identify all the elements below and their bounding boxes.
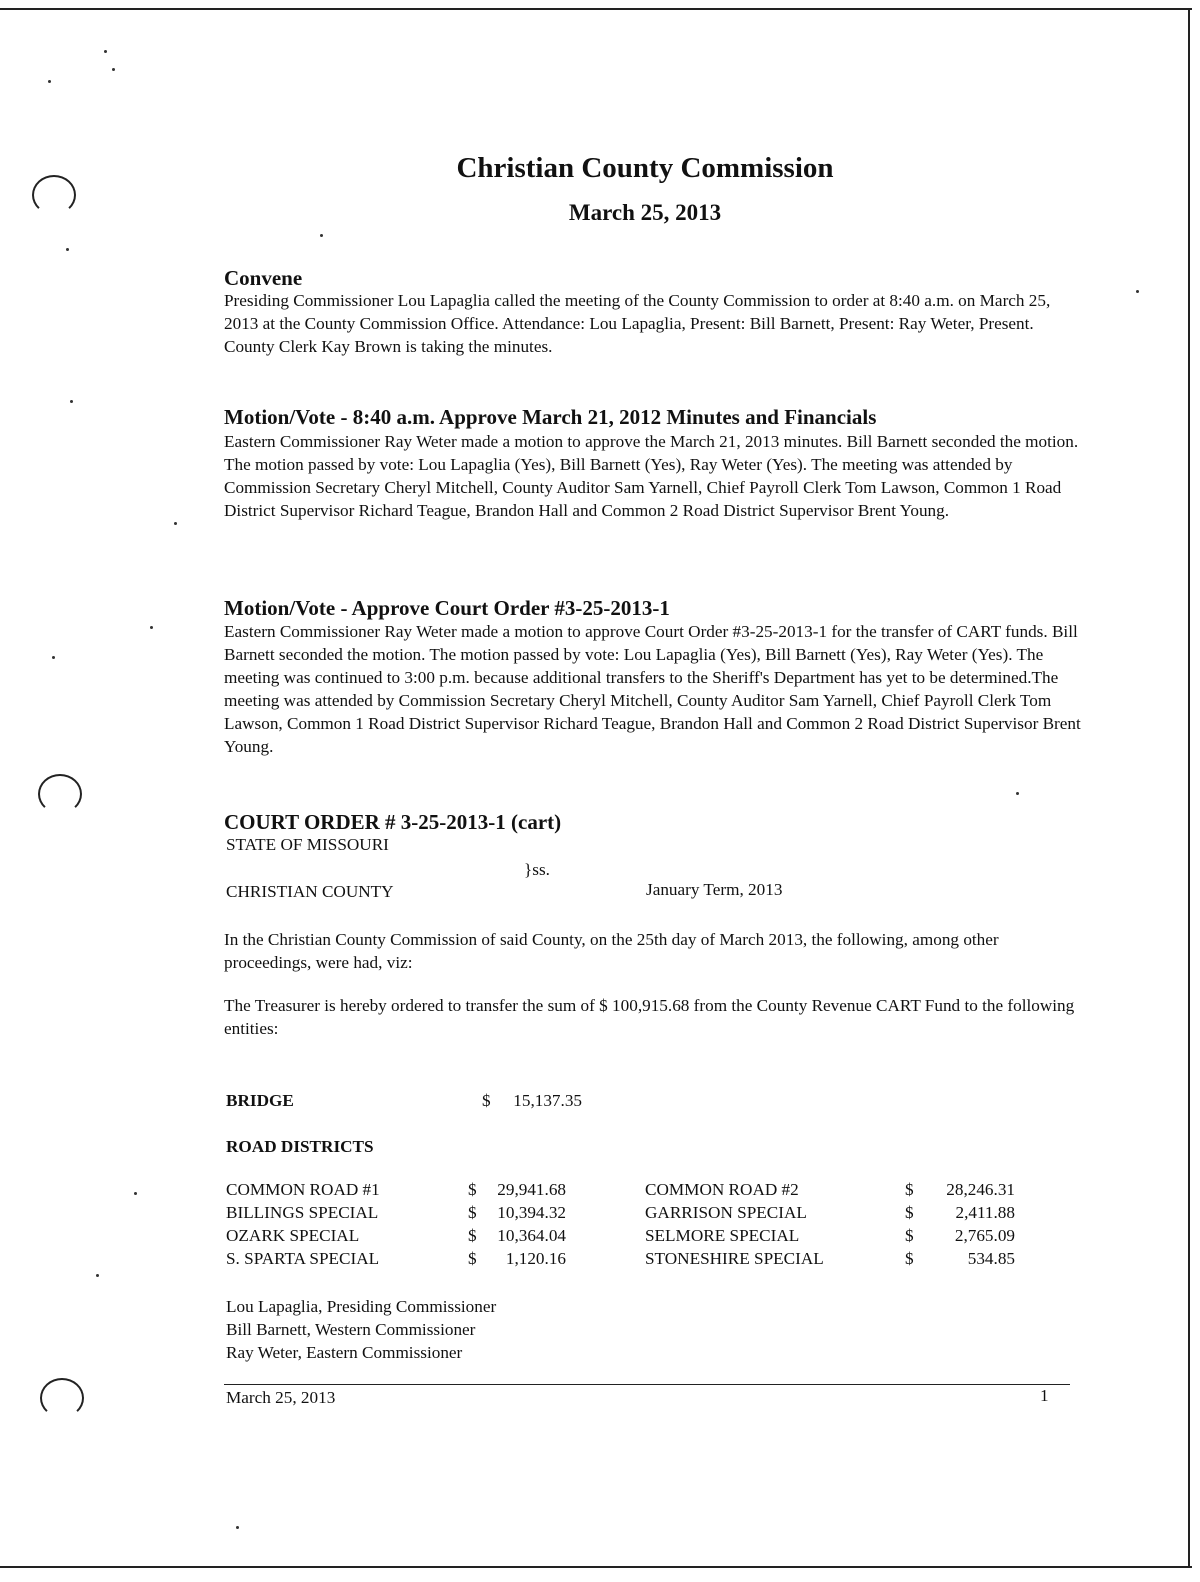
dollar-sign: $: [905, 1203, 914, 1222]
road-district-name: S. SPARTA SPECIAL: [226, 1249, 380, 1268]
fund-amount: 15,137.35: [513, 1091, 582, 1110]
court-order-preamble: In the Christian County Commission of said County, on the 25th day of March 2013, the following, among other proceedings, were had, viz:: [224, 930, 999, 972]
signature-western: Bill Barnett, Western Commissioner: [226, 1320, 476, 1339]
scan-speck: [104, 50, 107, 53]
road-district-name: COMMON ROAD #2: [645, 1180, 799, 1199]
road-district-row: [645, 1226, 1065, 1249]
dollar-sign: $: [905, 1249, 914, 1268]
court-order-heading: COURT ORDER # 3-25-2013-1 (cart): [224, 810, 562, 834]
page-border-right: [1188, 8, 1190, 1568]
road-district-name: BILLINGS SPECIAL: [226, 1203, 379, 1222]
section-body-motion-court-order: Eastern Commissioner Ray Weter made a motion to approve Court Order #3-25-2013-1 for the transfer of CART funds. Bill Barnett seconded the motion. The motion passed by vote: Lou Lapaglia (Yes), Bill Barnett (Yes), Ray Weter (Yes). The meeting was continued to 3:00 p.m. because additional transfers to the Sheriff's Department has yet to be determined.The meeting was attended by Commission Secretary Cheryl Mitchell, County Auditor Sam Yarnell, Chief Payroll Clerk Tom Lawson, Common 1 Road District Supervisor Richard Teague, Brandon Hall and Common 2 Road District Supervisor Brent Young.: [224, 622, 1081, 756]
road-district-amount: 29,941.68: [497, 1180, 566, 1199]
scan-speck: [96, 1274, 99, 1277]
road-district-name: OZARK SPECIAL: [226, 1226, 360, 1245]
road-district-amount: 1,120.16: [505, 1249, 566, 1268]
road-district-row: [226, 1226, 646, 1249]
term-label: January Term, 2013: [646, 880, 783, 899]
signature-eastern: Ray Weter, Eastern Commissioner: [226, 1343, 463, 1362]
scan-speck: [174, 522, 177, 525]
scan-speck: [66, 248, 69, 251]
scan-speck: [112, 68, 115, 71]
scan-speck: [134, 1192, 137, 1195]
state-label: STATE OF MISSOURI: [226, 835, 389, 854]
scan-speck: [1016, 792, 1019, 795]
section-heading-convene: Convene: [224, 266, 303, 290]
road-district-row: [226, 1180, 646, 1203]
road-district-amount: 534.85: [967, 1249, 1015, 1268]
document-date: March 25, 2013: [568, 200, 722, 225]
dollar-sign: $: [468, 1203, 477, 1222]
dollar-sign: $: [905, 1226, 914, 1245]
road-district-name: STONESHIRE SPECIAL: [645, 1249, 824, 1268]
road-district-row: [645, 1203, 1065, 1226]
road-district-row: [645, 1249, 1065, 1272]
dollar-sign: $: [468, 1180, 477, 1199]
page-border-bottom: [0, 1566, 1192, 1568]
road-district-name: COMMON ROAD #1: [226, 1180, 380, 1199]
scan-speck: [52, 656, 55, 659]
fund-row-bridge: [226, 1091, 626, 1114]
scan-speck: [320, 234, 323, 237]
road-district-amount: 10,364.04: [497, 1226, 566, 1245]
court-order-transfer-text: The Treasurer is hereby ordered to transfer the sum of $ 100,915.68 from the County Revenue CART Fund to the following entities:: [224, 996, 1075, 1038]
page-border-top: [0, 8, 1192, 10]
road-district-name: GARRISON SPECIAL: [645, 1203, 807, 1222]
scan-speck: [150, 626, 153, 629]
dollar-sign: $: [905, 1180, 914, 1199]
scan-speck: [1136, 290, 1139, 293]
county-label: CHRISTIAN COUNTY: [226, 882, 394, 901]
section-heading-motion-court-order: Motion/Vote - Approve Court Order #3-25-2013-1: [224, 596, 670, 620]
road-district-row: [226, 1203, 646, 1226]
road-districts-heading: ROAD DISTRICTS: [226, 1137, 374, 1156]
road-district-amount: 10,394.32: [497, 1203, 566, 1222]
scan-speck: [236, 1526, 239, 1529]
road-district-row: [645, 1180, 1065, 1203]
ss-label: }ss.: [524, 860, 550, 879]
hole-punch-mark: [38, 774, 82, 814]
dollar-sign: $: [482, 1091, 491, 1110]
dollar-sign: $: [468, 1226, 477, 1245]
dollar-sign: $: [468, 1249, 477, 1268]
footer-rule: [224, 1384, 1070, 1385]
road-district-name: SELMORE SPECIAL: [645, 1226, 800, 1245]
section-body-convene: Presiding Commissioner Lou Lapaglia called the meeting of the County Commission to order at 8:40 a.m. on March 25, 2013 at the County Commission Office. Attendance: Lou Lapaglia, Present: Bill Barnett, Present: Ray Weter, Present. County Clerk Kay Brown is taking the minutes.: [224, 291, 1051, 356]
signature-presiding: Lou Lapaglia, Presiding Commissioner: [226, 1297, 497, 1316]
fund-name: BRIDGE: [226, 1091, 294, 1110]
road-district-amount: 2,765.09: [954, 1226, 1015, 1245]
road-district-row: [226, 1249, 646, 1272]
footer-date: March 25, 2013: [226, 1388, 336, 1407]
road-district-amount: 28,246.31: [946, 1180, 1015, 1199]
section-body-motion-minutes: Eastern Commissioner Ray Weter made a motion to approve the March 21, 2013 minutes. Bill Barnett seconded the motion. The motion passed by vote: Lou Lapaglia (Yes), Bill Barnett (Yes), Ray Weter (Yes). The meeting was attended by Commission Secretary Cheryl Mitchell, County Auditor Sam Yarnell, Chief Payroll Clerk Tom Lawson, Common 1 Road District Supervisor Richard Teague, Brandon Hall and Common 2 Road District Supervisor Brent Young.: [224, 432, 1079, 520]
section-heading-motion-minutes: Motion/Vote - 8:40 a.m. Approve March 21, 2012 Minutes and Financials: [224, 405, 877, 429]
hole-punch-mark: [40, 1378, 84, 1418]
document-title: Christian County Commission: [456, 152, 834, 184]
scan-speck: [48, 80, 51, 83]
page-number: 1: [1040, 1386, 1049, 1405]
scan-speck: [70, 400, 73, 403]
road-district-amount: 2,411.88: [955, 1203, 1015, 1222]
